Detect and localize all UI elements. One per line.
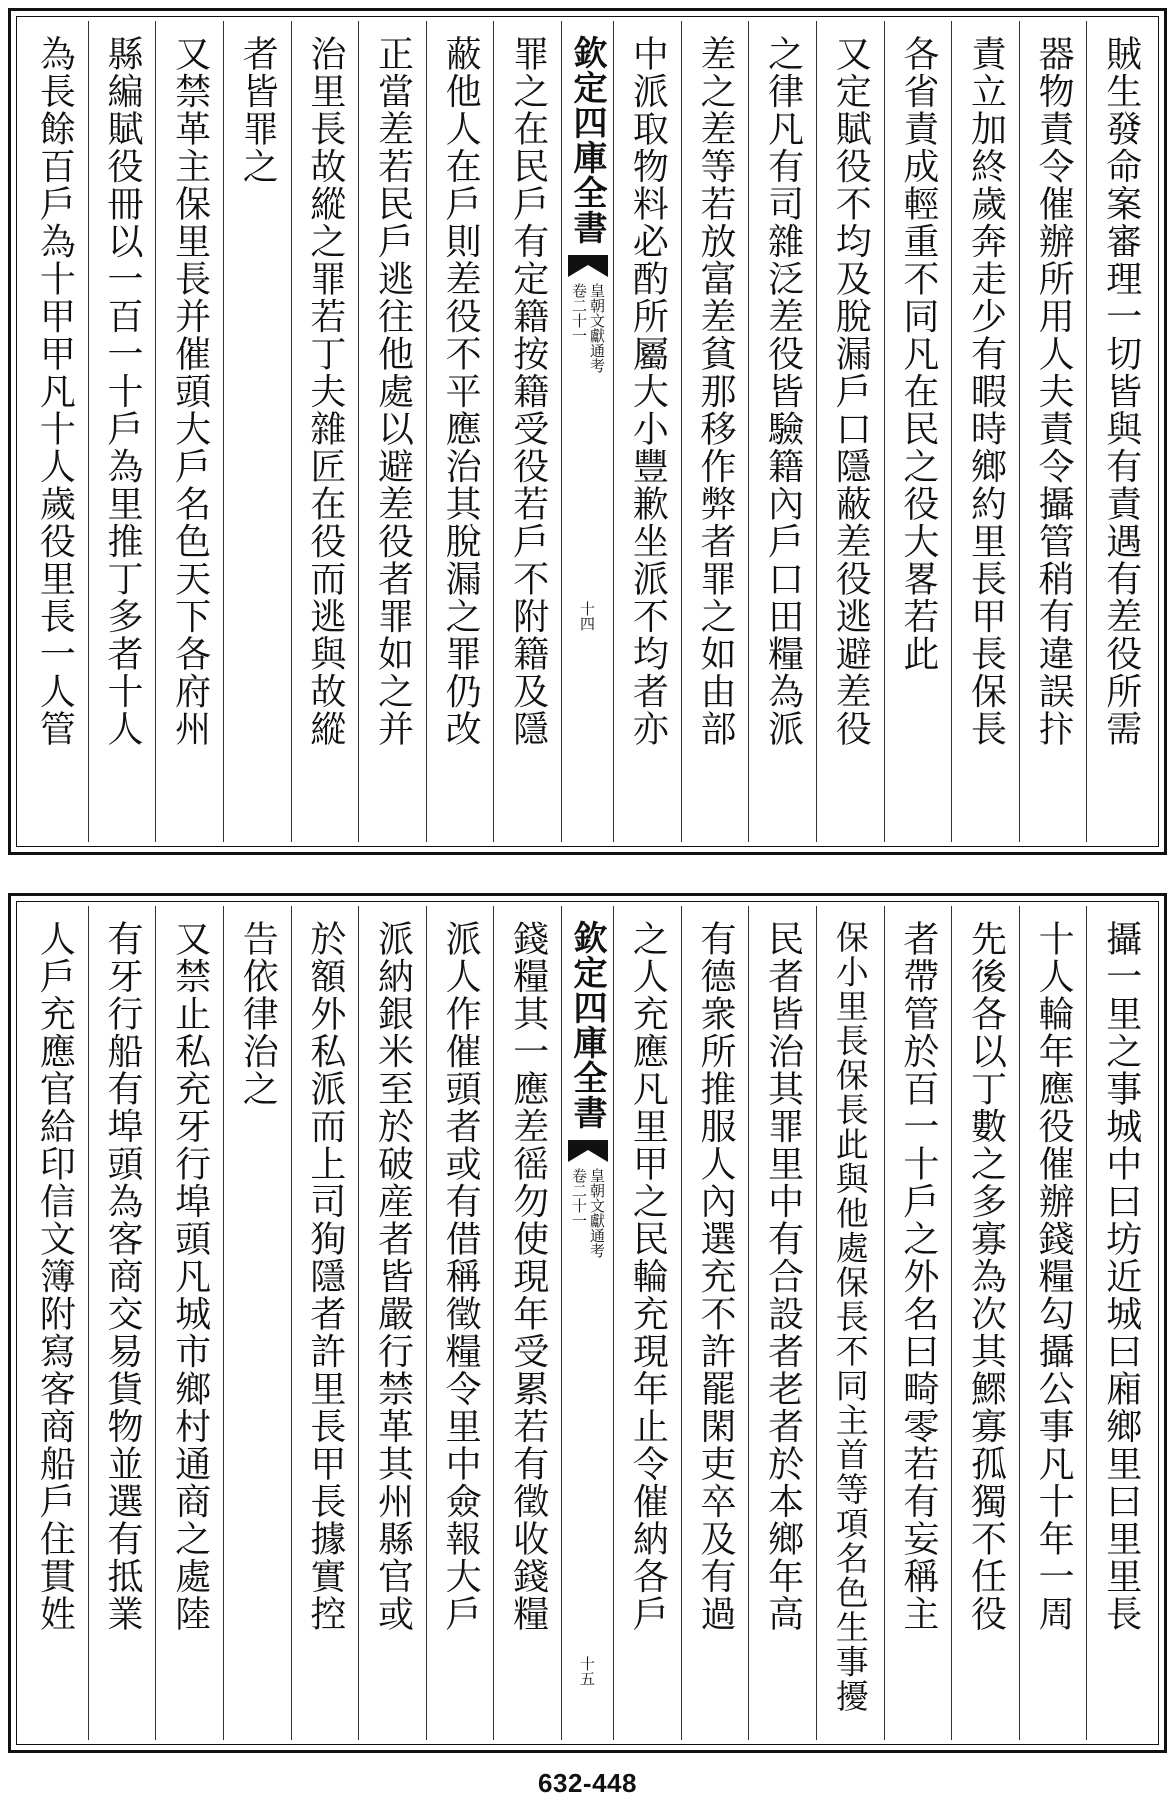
text-column (21, 906, 88, 1740)
text-column (1086, 906, 1154, 1740)
column-text: 中派取物料必酌所屬大小豐歉坐派不均者亦 (627, 35, 669, 748)
scan-page-code: 632-448 (538, 1768, 637, 1798)
text-column (291, 21, 359, 842)
text-columns (21, 906, 1154, 1740)
text-column (223, 906, 291, 1740)
text-column (426, 21, 494, 842)
text-column (816, 906, 884, 1740)
book-name: 皇朝文獻通考 (588, 1168, 606, 1258)
text-column (884, 21, 952, 842)
column-text: 責立加終歲奔走少有暇時鄉約里長甲長保長 (965, 35, 1007, 748)
column-text: 告依律治之 (237, 920, 279, 1108)
column-text: 器物責令催辦所用人夫責令攝管稍有違誤抃 (1033, 35, 1075, 748)
column-text: 派人作催頭者或有借稱徵糧令里中僉報大戶 (440, 920, 482, 1633)
column-text: 賊生發命案審理一切皆與有責遇有差役所需 (1100, 35, 1142, 748)
center-fold (561, 21, 613, 842)
page-number: 十五 (578, 1656, 596, 1686)
column-text: 各省責成輕重不同凡在民之役大畧若此 (897, 35, 939, 673)
column-text: 之律凡有司雜泛差役皆驗籍內戶口田糧為派 (762, 35, 804, 748)
column-text: 罪之在民戶有定籍按籍受役若戶不附籍及隱 (507, 35, 549, 748)
column-text: 蔽他人在戶則差役不平應治其脫漏之罪仍改 (440, 35, 482, 748)
text-column (748, 906, 816, 1740)
text-column (291, 906, 359, 1740)
text-column (1086, 21, 1154, 842)
column-text: 十人輪年應役催辦錢糧勾攝公事凡十年一周 (1033, 920, 1075, 1633)
text-column (681, 21, 749, 842)
text-column (493, 21, 561, 842)
book-series-title: 欽定四庫全書 (567, 920, 607, 1130)
text-column (155, 906, 223, 1740)
text-column (426, 906, 494, 1740)
text-column (1019, 21, 1087, 842)
column-text: 人戶充應官給印信文簿附寫客商船戶住貫姓 (34, 920, 76, 1633)
column-text: 者帶管於百一十戶之外名曰畸零若有妄稱主 (897, 920, 939, 1633)
book-series-title: 欽定四庫全書 (567, 35, 607, 245)
volume-label: 卷二十一 (570, 283, 588, 343)
column-text: 為長餘百戶為十甲甲凡十人歲役里長一人管 (34, 35, 76, 748)
text-column (223, 21, 291, 842)
column-text: 又定賦役不均及脫漏戶口隱蔽差役逃避差役 (830, 35, 872, 748)
text-column (748, 21, 816, 842)
column-text: 先後各以丁數之多寡為次其鰥寡孤獨不任役 (965, 920, 1007, 1633)
text-column (358, 21, 426, 842)
page-top (8, 8, 1167, 855)
text-columns (21, 21, 1154, 842)
text-column (493, 906, 561, 1740)
book-name: 皇朝文獻通考 (588, 283, 606, 373)
column-text: 攝一里之事城中曰坊近城曰廂鄉里曰里里長 (1100, 920, 1142, 1633)
column-text: 之人充應凡里甲之民輪充現年止令催納各戶 (627, 920, 669, 1633)
text-column (155, 21, 223, 842)
column-text: 差之差等若放富差貧那移作弊者罪之如由部 (694, 35, 736, 748)
text-column (1019, 906, 1087, 1740)
column-text: 錢糧其一應差徭勿使現年受累若有徵收錢糧 (507, 920, 549, 1633)
text-column (613, 21, 681, 842)
column-text: 縣編賦役冊以一百一十戶為里推丁多者十人 (101, 35, 143, 748)
volume-label: 卷二十一 (570, 1168, 588, 1228)
text-column (21, 21, 88, 842)
column-text: 民者皆治其罪里中有合設者老者於本鄉年高 (762, 920, 804, 1633)
column-text: 治里長故縱之罪若丁夫雜匠在役而逃與故縱 (304, 35, 346, 748)
text-column (88, 906, 156, 1740)
page-number: 十四 (578, 601, 596, 631)
column-text: 又禁革主保里長并催頭大戶名色天下各府州 (169, 35, 211, 748)
column-text: 有牙行船有埠頭為客商交易貨物並選有抵業 (101, 920, 143, 1633)
text-column (613, 906, 681, 1740)
text-column (681, 906, 749, 1740)
column-text: 有德衆所推服人內選充不許罷閑吏卒及有過 (694, 920, 736, 1633)
column-text: 者皆罪之 (237, 35, 279, 185)
text-column (884, 906, 952, 1740)
column-text: 於額外私派而上司狥隱者許里長甲長據實控 (304, 920, 346, 1633)
text-column (951, 906, 1019, 1740)
text-column (88, 21, 156, 842)
center-fold (561, 906, 613, 1740)
column-text: 保小里長保長此與他處保長不同主首等項名色生事擾 (830, 920, 870, 1714)
text-column (358, 906, 426, 1740)
fish-tail-mark-icon (568, 255, 608, 277)
column-text: 又禁止私充牙行埠頭凡城市鄉村通商之處陸 (169, 920, 211, 1633)
text-column (951, 21, 1019, 842)
page-bottom (8, 893, 1167, 1753)
text-column (816, 21, 884, 842)
column-text: 派納銀米至於破産者皆嚴行禁革其州縣官或 (372, 920, 414, 1633)
fish-tail-mark-icon (568, 1140, 608, 1162)
column-text: 正當差若民戶逃往他處以避差役者罪如之并 (372, 35, 414, 748)
